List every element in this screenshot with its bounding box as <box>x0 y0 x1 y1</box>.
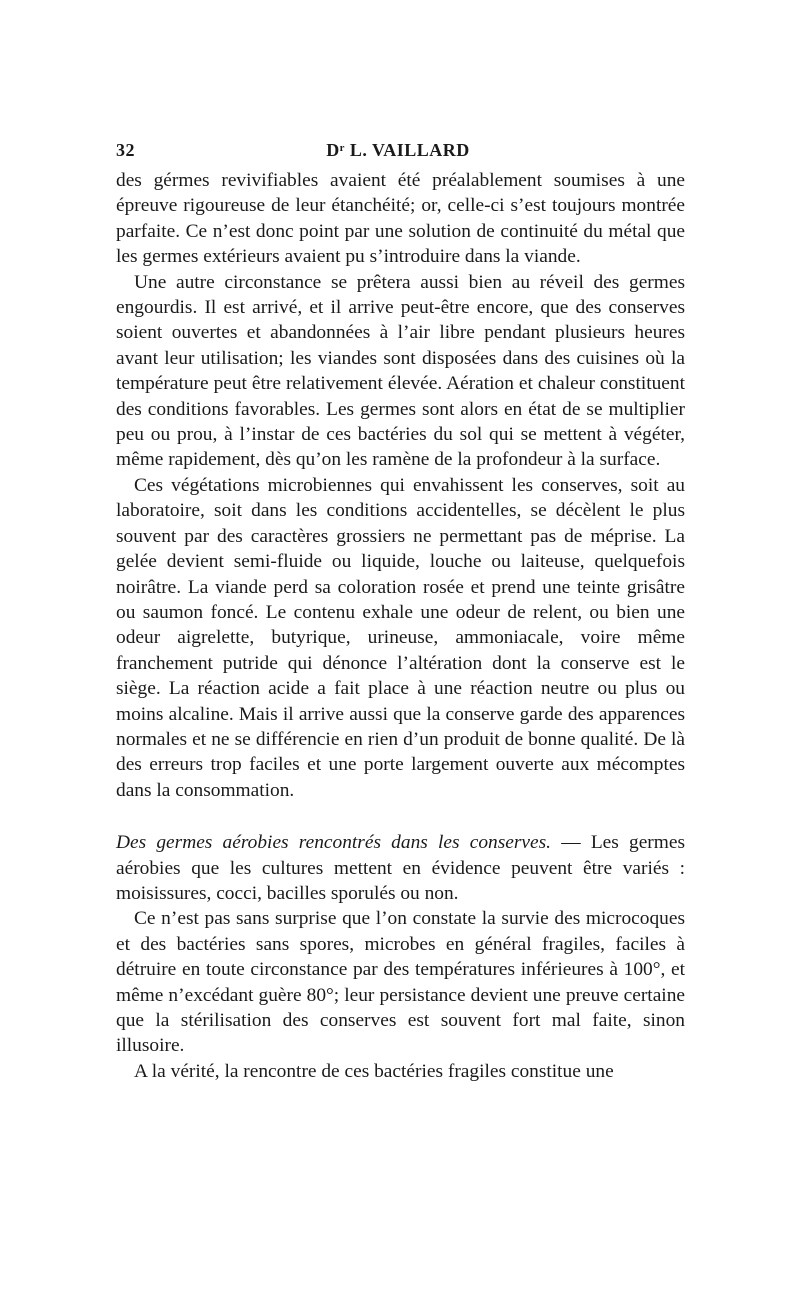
paragraph: A la vérité, la rencontre de ces bactéries fragiles constitue une <box>134 1060 614 1082</box>
page-header <box>116 140 685 168</box>
running-title: Dʳ L. VAILLARD <box>326 140 470 160</box>
section-title: Des germes aérobies rencontrés dans les conserves. <box>116 832 552 854</box>
paragraph: Ce n’est pas sans surprise que l’on constate la survie des microcoques et des bactéries sans spores, microbes en général fragiles, faciles à détruire en toute circonstance par des températures inférieures à 100°, et même n’excédant guère 80°; leur persistance devient une preuve certaine que la stérilisation des conserves est souvent fort mal faite, sinon illusoire. <box>116 908 685 1057</box>
section-spacer <box>116 803 685 830</box>
paragraph: Une autre circonstance se prêtera aussi bien au réveil des germes engourdis. Il est arrivé, et il arrive peut-être encore, que des conserves soient ouvertes et abandonnées à l’air libre pendant plusieurs heures avant leur utilisation; les viandes sont disposées dans des cuisines où la température peut être relativement élevée. Aération et chaleur constituent des conditions favorables. Les germes sont alors en état de se multiplier peu ou prou, à l’instar de ces bactéries du sol qui se mettent à végéter, même rapidement, dès qu’on les ramène de la profondeur à la surface. <box>116 271 685 471</box>
paragraph: Ces végétations microbiennes qui envahissent les conserves, soit au laboratoire, soit dans les conditions accidentelles, se décèlent le plus souvent par des caractères grossiers ne permettant pas de méprise. La gelée devient semi-fluide ou liquide, louche ou laiteuse, quelquefois noirâtre. La viande perd sa coloration rosée et prend une teinte grisâtre ou saumon foncé. Le contenu exhale une odeur de relent, ou bien une odeur aigrelette, butyrique, urineuse, ammoniacale, voire même franchement putride qui dénonce l’altération dont la conserve est le siège. La réaction acide a fait place à une réaction neutre ou plus ou moins alcaline. Mais il arrive aussi que la conserve garde des apparences normales et ne se différencie en rien d’un produit de bonne qualité. De là des erreurs trop faciles et une porte largement ouverte aux mécomptes dans la consommation. <box>116 474 685 801</box>
section-paragraph <box>116 830 685 906</box>
page-number: 32 <box>116 140 135 160</box>
section-text: Les germes aérobies que les cultures mettent en évidence peuvent être variés : moisissures, cocci, bacilles sporulés ou non. <box>116 832 685 904</box>
paragraph-continuation: des gérmes revivifiables avaient été préalablement soumises à une épreuve rigoureuse de leur étanchéité; or, celle-ci s’est toujours montrée parfaite. Ce n’est donc point par une solution de continuité du métal que les germes extérieurs avaient pu s’introduire dans la viande. <box>116 170 685 268</box>
section-dash: — <box>551 832 591 854</box>
book-page <box>116 140 685 1084</box>
body-text <box>116 168 685 1084</box>
